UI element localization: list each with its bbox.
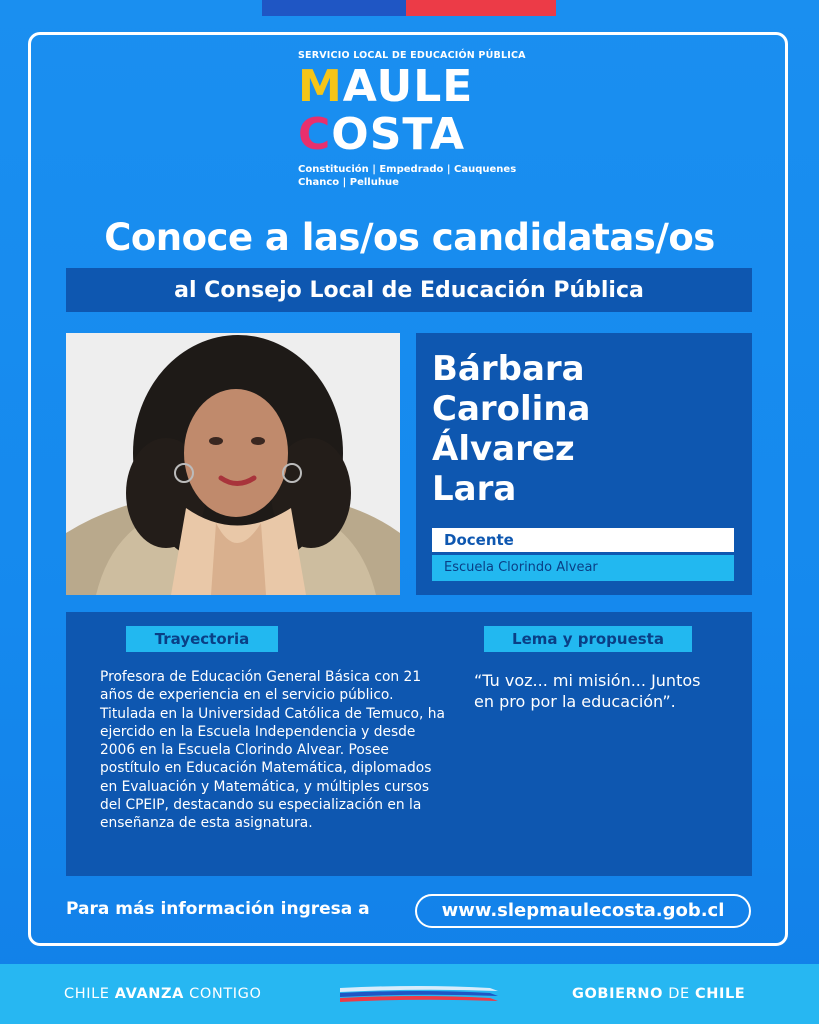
top-bar-blue: [262, 0, 406, 16]
website-link[interactable]: www.slepmaulecosta.gob.cl: [415, 894, 751, 928]
candidate-name: Bárbara Carolina Álvarez Lara: [432, 349, 591, 509]
footer-government: GOBIERNO DE CHILE: [572, 986, 746, 1002]
trayectoria-text: Profesora de Educación General Básica con 21 años de experiencia en el servicio público. Titulada en la Universidad Católica de Temuco, ha ejercido en la Escuela Independencia y desde 2006 en la Escuela Clorindo Alvear. Posee postítulo en Educación Matemática, diplomados en Evaluación y Matemática, y múltiples cursos del CPEIP, destacando su especialización en la enseñanza de esta asignatura.: [100, 669, 445, 832]
candidate-portrait-illustration: [66, 333, 400, 595]
logo-kicker: SERVICIO LOCAL DE EDUCACIÓN PÚBLICA: [298, 50, 526, 61]
logo-word-costa: COSTA: [298, 109, 466, 160]
candidate-school: Escuela Clorindo Alvear: [432, 555, 734, 581]
subheadline: al Consejo Local de Educación Pública: [174, 277, 644, 303]
candidate-name-panel: [416, 333, 752, 595]
headline: Conoce a las/os candidatas/os: [104, 216, 715, 259]
trayectoria-label: Trayectoria: [126, 626, 278, 652]
candidate-photo: [66, 333, 400, 595]
lema-text: “Tu voz... mi misión... Juntos en pro por la educación”.: [474, 671, 701, 711]
footer-slogan: CHILE AVANZA CONTIGO: [64, 986, 262, 1002]
lema-label: Lema y propuesta: [484, 626, 692, 652]
info-panel: [66, 612, 752, 876]
slep-logo: [298, 50, 538, 189]
top-bar-red: [406, 0, 556, 16]
footer: [0, 964, 819, 1024]
candidate-role: Docente: [432, 528, 734, 552]
logo-word-maule: MAULE: [298, 61, 474, 112]
flag-stripes-icon: [340, 982, 498, 1006]
cta-text: Para más información ingresa a: [66, 899, 370, 919]
logo-communes: Constitución | Empedrado | Cauquenes Chanco | Pelluhue: [298, 164, 517, 188]
subheadline-band: [66, 268, 752, 312]
